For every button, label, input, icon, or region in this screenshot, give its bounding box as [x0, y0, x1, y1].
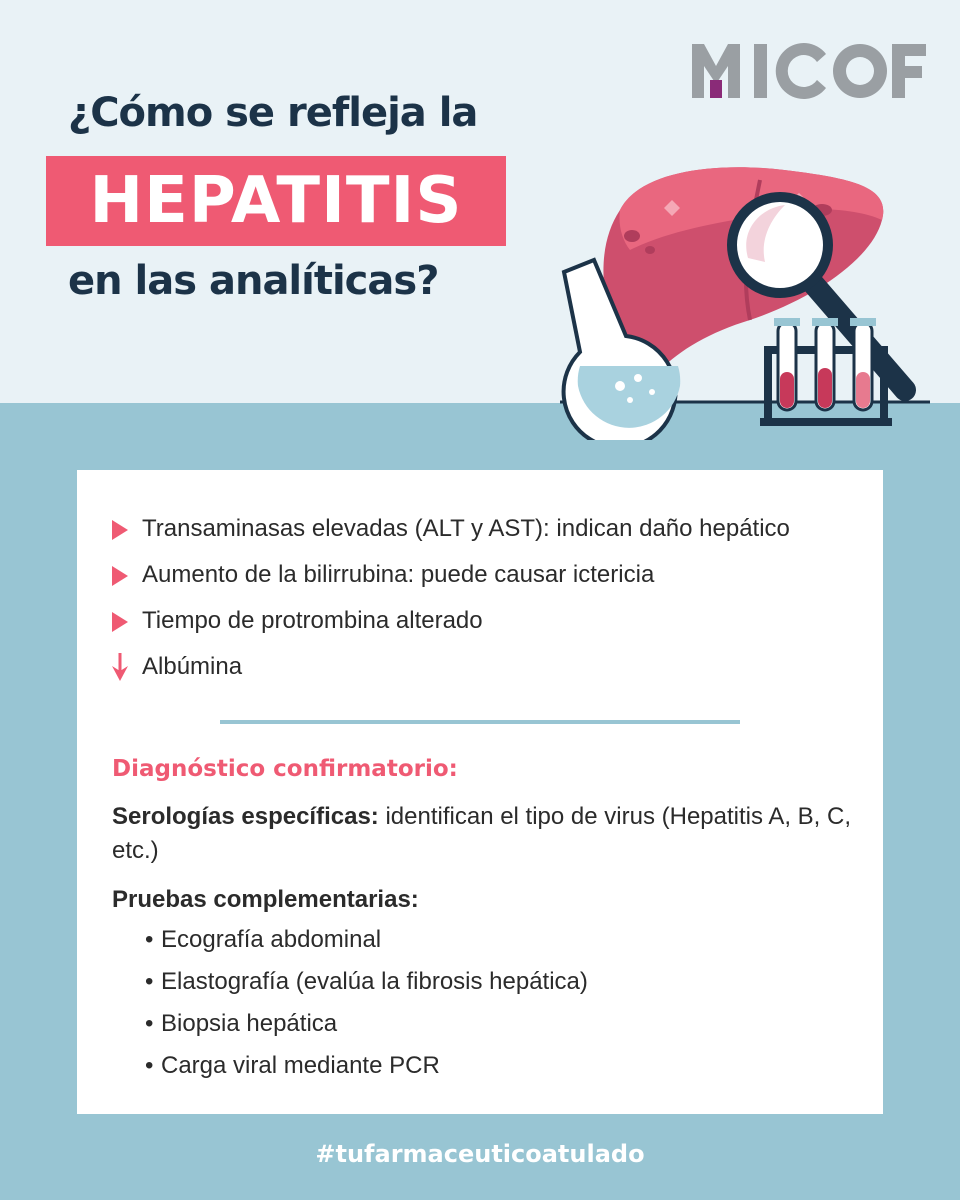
bullet: •: [145, 968, 154, 995]
serologies-text: identifican el tipo de virus (Hepatitis A, B, C, etc.): [112, 803, 852, 864]
diagnosis-heading: Diagnóstico confirmatorio:: [112, 756, 458, 782]
finding-text: Albúmina: [142, 653, 243, 680]
bullet: •: [145, 926, 154, 953]
list-item: [145, 965, 845, 1007]
test-tube-rack-icon: [760, 318, 892, 426]
complementary-text: Elastografía (evalúa la fibrosis hepática): [161, 968, 588, 995]
bullet: •: [145, 1052, 154, 1079]
complementary-text: Ecografía abdominal: [161, 926, 382, 953]
micof-logo: [690, 40, 930, 102]
complementary-list: [145, 923, 845, 1091]
finding-text: Tiempo de protrombina alterado: [142, 607, 483, 634]
hashtag-footer: #tufarmaceuticoatulado: [315, 1140, 645, 1168]
serologies-label: Serologías específicas:: [112, 803, 379, 830]
serologies-paragraph: [112, 800, 872, 868]
list-item: [110, 604, 880, 650]
complementary-text: Carga viral mediante PCR: [161, 1052, 440, 1079]
list-item: [145, 1007, 845, 1049]
triangle-right-icon: [110, 610, 130, 634]
title-highlight: HEPATITIS: [89, 164, 463, 238]
title-line-3: en las analíticas?: [68, 258, 439, 304]
list-item: [110, 558, 880, 604]
section-divider: [220, 720, 740, 724]
list-item: [110, 650, 880, 696]
triangle-right-icon: [110, 564, 130, 588]
complementary-text: Biopsia hepática: [161, 1010, 338, 1037]
list-item: [145, 1049, 845, 1091]
bullet: •: [145, 1010, 154, 1037]
list-item: [145, 923, 845, 965]
complementary-heading: Pruebas complementarias:: [112, 886, 419, 913]
triangle-right-icon: [110, 518, 130, 542]
findings-list: [110, 512, 880, 696]
arrow-down-icon: [110, 652, 130, 682]
finding-text: Transaminasas elevadas (ALT y AST): indican daño hepático: [142, 515, 790, 542]
finding-text: Aumento de la bilirrubina: puede causar ictericia: [142, 561, 655, 588]
liver-lab-illustration: [560, 150, 940, 440]
list-item: [110, 512, 880, 558]
title-line-1: ¿Cómo se refleja la: [68, 90, 478, 136]
